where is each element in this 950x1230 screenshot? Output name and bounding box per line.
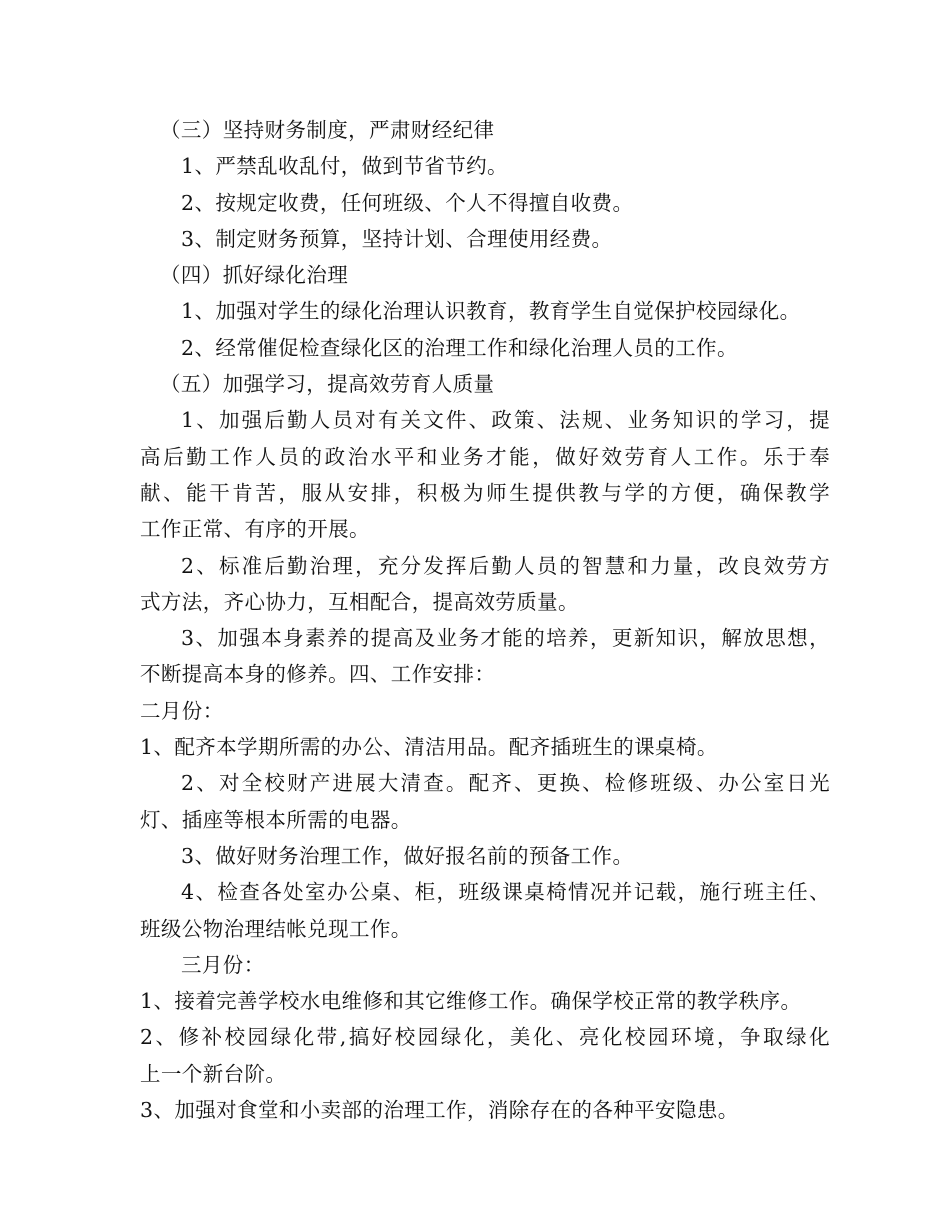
text-line: 2、按规定收费，任何班级、个人不得擅自收费。	[181, 190, 634, 215]
text-line: （四）抓好绿化治理	[160, 263, 349, 288]
text-line: （五）加强学习，提高效劳育人质量	[160, 372, 495, 397]
text-line: 1、加强对学生的绿化治理认识教育，教育学生自觉保护校园绿化。	[181, 299, 801, 324]
text-line: 1、配齐本学期所需的办公、清洁用品。配齐插班生的课桌椅。	[140, 735, 718, 760]
text-line: 三月份：	[181, 952, 265, 977]
text-line: 班级公物治理结帐兑现工作。	[140, 916, 412, 941]
text-line: 2、修补校园绿化带,搞好校园绿化，美化、亮化校园环境，争取绿化	[140, 1025, 830, 1050]
text-line: 二月份：	[140, 698, 224, 723]
text-line: 3、做好财务治理工作，做好报名前的预备工作。	[181, 843, 634, 868]
text-line: 2、标准后勤治理，充分发挥后勤人员的智慧和力量，改良效劳方	[181, 553, 830, 578]
text-line: 上一个新台阶。	[140, 1061, 287, 1086]
text-line: 1、加强后勤人员对有关文件、政策、法规、业务知识的学习，提	[181, 408, 830, 433]
text-line: （三）坚持财务制度，严肃财经纪律	[160, 118, 495, 142]
text-line: 式方法，齐心协力，互相配合，提高效劳质量。	[140, 589, 579, 614]
text-line: 不断提高本身的修养。四、工作安排：	[140, 662, 496, 687]
text-line: 3、加强对食堂和小卖部的治理工作，消除存在的各种平安隐患。	[140, 1098, 739, 1123]
text-line: 3、制定财务预算，坚持计划、合理使用经费。	[181, 226, 613, 251]
text-line: 4、检查各处室办公桌、柜，班级课桌椅情况并记载，施行班主任、	[181, 880, 830, 905]
text-line: 灯、插座等根本所需的电器。	[140, 807, 412, 832]
text-line: 高后勤工作人员的政治水平和业务才能，做好效劳育人工作。乐于奉	[140, 444, 830, 469]
text-line: 2、对全校财产进展大清查。配齐、更换、检修班级、办公室日光	[181, 771, 830, 796]
document-body	[140, 112, 830, 1128]
text-line: 1、接着完善学校水电维修和其它维修工作。确保学校正常的教学秩序。	[140, 989, 802, 1014]
text-line: 工作正常、有序的开展。	[140, 517, 370, 542]
text-line: 1、严禁乱收乱付，做到节省节约。	[181, 154, 508, 179]
text-line: 2、经常催促检查绿化区的治理工作和绿化治理人员的工作。	[181, 335, 738, 360]
text-line: 献、能干肯苦，服从安排，积极为师生提供教与学的方便，确保教学	[140, 480, 830, 505]
text-line: 3、加强本身素养的提高及业务才能的培养，更新知识，解放思想，	[181, 626, 830, 651]
